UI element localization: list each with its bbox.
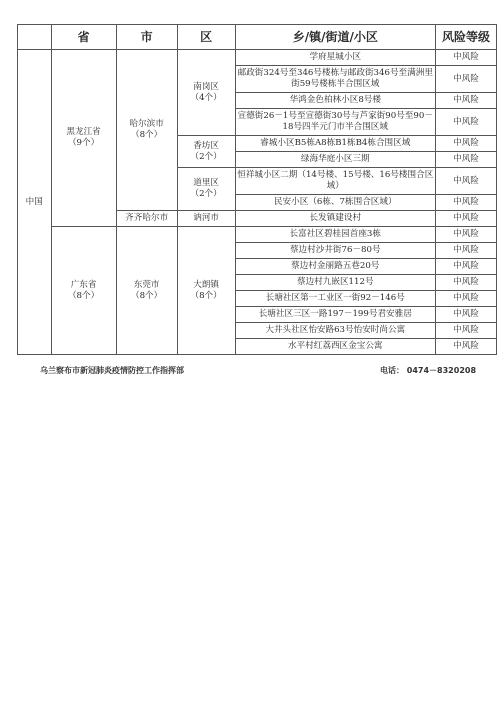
district-cell xyxy=(177,50,235,136)
risk-cell: 中风险 xyxy=(435,243,496,259)
area-cell: 蔡边村沙井街76－80号 xyxy=(235,243,435,259)
area-cell: 长塘社区第一工业区一街92－146号 xyxy=(235,291,435,307)
area-cell: 民安小区（6栋、7栋围合区域） xyxy=(235,195,435,211)
province-label: 广东省 xyxy=(70,279,97,290)
header-country xyxy=(18,25,52,50)
risk-cell: 中风险 xyxy=(435,323,496,339)
risk-cell: 中风险 xyxy=(435,168,496,195)
district-count: （8个） xyxy=(190,290,222,301)
area-cell: 大井头社区怡安路63号怡安时尚公寓 xyxy=(235,323,435,339)
area-cell: 宣德街26－1号至宣德街30号与芦家街90号至90－18号四半元门市半合围区域 xyxy=(235,109,435,136)
table-row xyxy=(18,50,497,66)
country-cell: 中国 xyxy=(18,50,52,355)
risk-cell: 中风险 xyxy=(435,259,496,275)
city-count: （8个） xyxy=(131,130,163,140)
area-cell: 华鸿金色柏林小区8号楼 xyxy=(235,93,435,109)
city-count: （8个） xyxy=(131,290,163,301)
district-count: （2个） xyxy=(190,151,222,162)
district-label: 大朗镇 xyxy=(193,279,220,290)
header-city: 市 xyxy=(116,25,177,50)
risk-cell: 中风险 xyxy=(435,307,496,323)
area-cell: 蔡边村金丽路五巷20号 xyxy=(235,259,435,275)
area-cell: 长塘社区三区一路197－199号君安雅居 xyxy=(235,307,435,323)
province-cell xyxy=(51,227,116,355)
risk-area-table xyxy=(17,24,497,355)
area-cell: 水平村红荔西区金宝公寓 xyxy=(235,339,435,355)
header-area: 乡/镇/街道/小区 xyxy=(235,25,435,50)
risk-cell: 中风险 xyxy=(435,152,496,168)
city-label: 东莞市 xyxy=(133,279,160,290)
area-cell: 长富社区碧桂园首座3栋 xyxy=(235,227,435,243)
province-label: 黑龙江省 xyxy=(66,127,101,137)
province-count: （8个） xyxy=(67,290,100,301)
risk-cell: 中风险 xyxy=(435,339,496,355)
district-label: 南岗区 xyxy=(193,81,220,92)
city-label: 哈尔滨市 xyxy=(129,119,164,129)
district-cell xyxy=(177,211,235,227)
district-label: 香坊区 xyxy=(193,140,220,151)
area-cell: 邮政街324号至346号楼栋与邮政街346号至满洲里街59号楼栋半合围区域 xyxy=(235,66,435,93)
risk-cell: 中风险 xyxy=(435,195,496,211)
header-row xyxy=(18,25,497,50)
district-label: 讷河市 xyxy=(193,213,220,223)
table-row xyxy=(18,227,497,243)
risk-cell: 中风险 xyxy=(435,50,496,66)
city-label: 齐齐哈尔市 xyxy=(125,213,169,223)
header-province: 省 xyxy=(51,25,116,50)
district-count: （4个） xyxy=(190,92,222,103)
risk-cell: 中风险 xyxy=(435,66,496,93)
risk-cell: 中风险 xyxy=(435,109,496,136)
city-cell xyxy=(116,50,177,211)
risk-cell: 中风险 xyxy=(435,275,496,291)
header-risk: 风险等级 xyxy=(435,25,496,50)
city-cell xyxy=(116,227,177,355)
risk-cell: 中风险 xyxy=(435,291,496,307)
area-cell: 绿海华庭小区三期 xyxy=(235,152,435,168)
area-cell: 蔡边村九嵌区112号 xyxy=(235,275,435,291)
footer-issuer: 乌兰察布市新冠肺炎疫情防控工作指挥部 xyxy=(40,366,184,375)
city-cell xyxy=(116,211,177,227)
risk-cell: 中风险 xyxy=(435,227,496,243)
area-cell: 长发镇建设村 xyxy=(235,211,435,227)
district-cell xyxy=(177,227,235,355)
footer-phone: 电话： 0474－8320208 xyxy=(380,366,477,375)
area-cell: 恒祥城小区二期（14号楼、15号楼、16号楼围合区域） xyxy=(235,168,435,195)
district-cell xyxy=(177,136,235,168)
area-cell: 学府星城小区 xyxy=(235,50,435,66)
risk-cell: 中风险 xyxy=(435,211,496,227)
risk-cell: 中风险 xyxy=(435,93,496,109)
district-cell xyxy=(177,168,235,211)
district-count: （2个） xyxy=(190,189,222,199)
risk-cell: 中风险 xyxy=(435,136,496,152)
district-label: 道里区 xyxy=(193,178,220,188)
province-cell xyxy=(51,50,116,227)
province-count: （9个） xyxy=(67,138,100,148)
area-cell: 睿城小区B5栋A8栋B1栋B4栋合围区域 xyxy=(235,136,435,152)
header-district: 区 xyxy=(177,25,235,50)
